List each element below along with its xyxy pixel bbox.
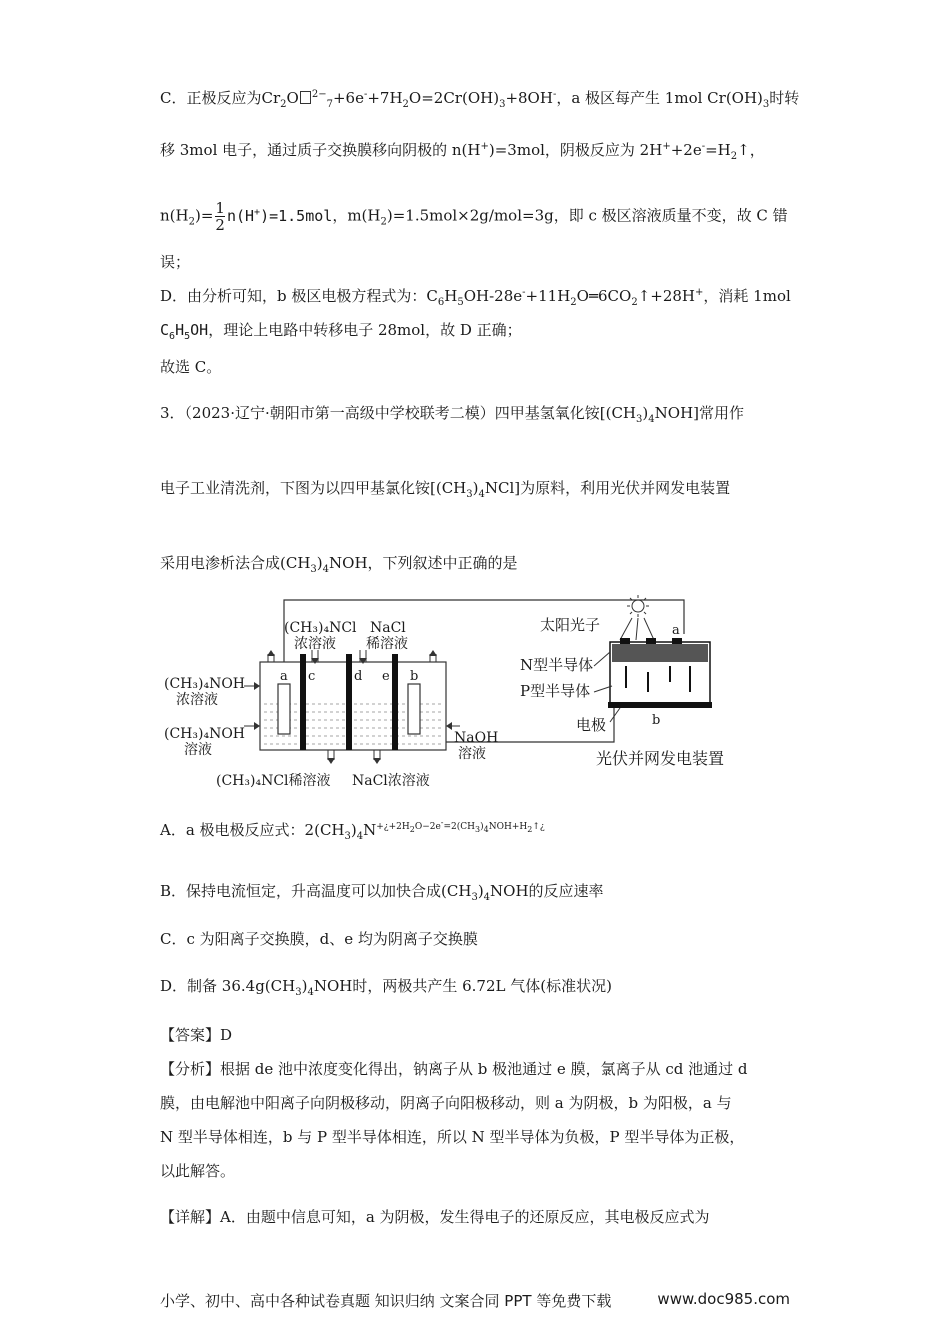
label-pv-a: a xyxy=(672,623,680,638)
label-top-mid-2: 稀溶液 xyxy=(366,636,408,652)
footer-left-text: 小学、初中、高中各种试卷真题 知识归纳 文案合同 PPT 等免费下载 xyxy=(160,1292,612,1310)
label-left-1b: 浓溶液 xyxy=(176,692,218,708)
label-bottom-right: NaCl浓溶液 xyxy=(352,773,430,789)
electrode-a xyxy=(278,684,290,734)
page-footer xyxy=(160,1290,790,1311)
detail-line-1: 【详解】A．由题中信息可知，a 为阴极，发生得电子的还原反应，其电极反应式为 xyxy=(160,1208,710,1226)
option-d: D．制备 $36.4g(CH_3)_4NOH$时，两极共产生 6.72L 气体(标准状况) xyxy=(160,977,612,998)
label-a: a xyxy=(280,669,288,684)
label-right-a: NaOH xyxy=(454,730,499,746)
label-top-left-1: (CH₃)₄NCl xyxy=(284,620,357,636)
d-option-line-1: D．由分析可知，b 极区电极方程式为：$C_6H_5OH-28e^-+11H_2O═6CO_2↑+28H^+$，消耗 1mol xyxy=(160,287,791,308)
membrane-c xyxy=(300,654,306,750)
analysis-line-2: 膜，由电解池中阳离子向阴极移动，阴离子向阳极移动，则 a 为阴极，b 为阳极，a 与 xyxy=(160,1094,732,1112)
answer-line: 【答案】D xyxy=(160,1026,233,1044)
analysis-line-3: N 型半导体相连，b 与 P 型半导体相连，所以 N 型半导体为负极，P 型半导体为正极， xyxy=(160,1128,745,1146)
sun-icon xyxy=(627,595,649,617)
label-pv-b: b xyxy=(652,713,661,728)
option-a: A．a 极电极反应式：$2(CH_3)_4N^{+¿+2H_2O-2e^-=2(CH_3)_4NOH+H_2↑¿}$ xyxy=(160,818,545,842)
option-b: B．保持电流恒定，升高温度可以加快合成$(CH_3)_4NOH$的反应速率 xyxy=(160,882,604,903)
label-electrode: 电极 xyxy=(576,716,607,734)
question-3-line-3: 采用电渗析法合成$(CH_3)_4NOH$，下列叙述中正确的是 xyxy=(160,554,518,575)
membrane-e xyxy=(392,654,398,750)
membrane-d xyxy=(346,654,352,750)
option-c: C．c 为阳离子交换膜，d、e 均为阴离子交换膜 xyxy=(160,930,478,948)
label-sun-photons: 太阳光子 xyxy=(540,616,601,634)
pv-electrode-plate xyxy=(608,702,712,708)
c-option-line-4: 误； xyxy=(160,253,191,271)
d-option-line-2: $C_6H_5OH$，理论上电路中转移电子 28mol，故 D 正确； xyxy=(160,321,522,342)
label-e: e xyxy=(382,669,390,684)
label-d: d xyxy=(354,669,363,684)
label-bottom-left: (CH₃)₄NCl稀溶液 xyxy=(216,773,331,789)
c-option-line-2: 移 3mol 电子，通过质子交换膜移向阴极的 n(H+)=3mol，阴极反应为 $2H^++2e^-=H_2↑$， xyxy=(160,141,765,162)
label-pv-title: 光伏并网发电装置 xyxy=(596,749,725,768)
label-b: b xyxy=(410,669,419,684)
missing-glyph-box-icon xyxy=(300,91,311,104)
question-3-line-2: 电子工业清洗剂，下图为以四甲基氯化铵$[(CH_3)_4NCl]$为原料，利用光伏并网发电装置 xyxy=(160,479,731,500)
d-option-line-3: 故选 C。 xyxy=(160,358,222,376)
label-p-type: P型半导体 xyxy=(520,682,591,700)
electrodialysis-diagram xyxy=(160,592,800,792)
label-right-b: 溶液 xyxy=(458,746,486,762)
label-top-mid-1: NaCl xyxy=(370,620,406,636)
question-3-line-1: 3．（2023·辽宁·朝阳市第一高级中学校联考二模）四甲基氢氧化铵$[(CH_3)_4NOH]$常用作 xyxy=(160,404,744,425)
analysis-line-1: 【分析】根据 de 池中浓度变化得出，钠离子从 b 极池通过 e 膜，氯离子从 cd 池通过 d xyxy=(160,1060,748,1078)
analysis-line-4: 以此解答。 xyxy=(160,1162,236,1180)
electrode-b xyxy=(408,684,420,734)
label-n-type: N型半导体 xyxy=(520,656,594,674)
light-rays xyxy=(620,618,654,640)
c-option-line-3: $n(H_2)=$ $\frac{1}{2}$ n(H+)=1.5mol，$m(H_2)=1.5mol\times 2g/mol=3g$，即 c 极区溶液质量不变，故 C 错 xyxy=(160,199,788,234)
footer-website-link[interactable]: www.doc985.com xyxy=(657,1290,790,1308)
label-top-left-2: 浓溶液 xyxy=(294,636,336,652)
fraction-one-half: $\frac{1}{2}$ xyxy=(215,199,225,234)
label-left-2a: (CH₃)₄NOH xyxy=(164,726,246,742)
label-c: c xyxy=(308,669,316,684)
label-left-2b: 溶液 xyxy=(184,742,212,758)
n-type-layer xyxy=(612,644,708,662)
label-left-1a: (CH₃)₄NOH xyxy=(164,676,246,692)
c-option-line-1: C．正极反应为$Cr_2O$ $^{2-}_7+6e^-+7H_2O=2Cr(OH)_3+8OH^-$，a 极区每产生 1mol $Cr(OH)_3$时转 xyxy=(160,89,800,110)
